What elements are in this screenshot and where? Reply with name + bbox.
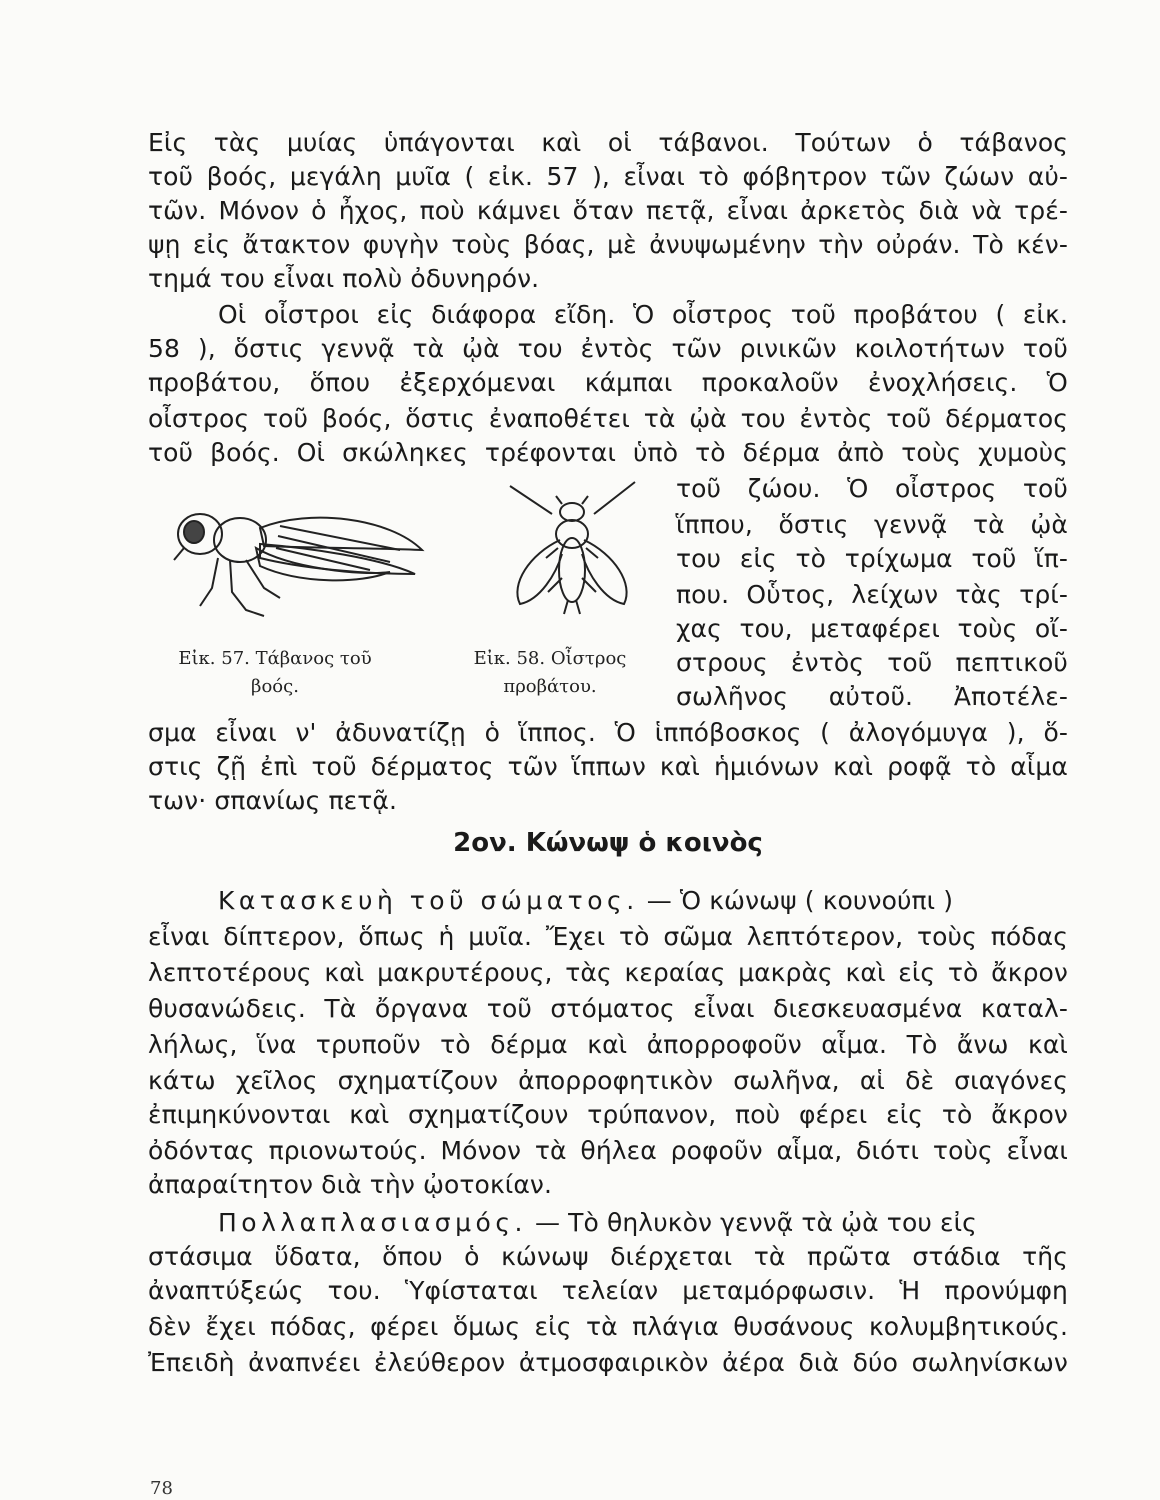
text-line: δὲν ἔχει πόδας, φέρει ὅμως εἰς τὰ πλάγια θυσάνους κολυμβητικούς. (148, 1312, 1068, 1341)
text-line: Οἱ οἶστροι εἰς διάφορα εἴδη. Ὁ οἶστρος τοῦ προβάτου ( εἰκ. (218, 300, 1068, 329)
text-line: ἀναπτύξεώς του. Ὑφίσταται τελείαν μεταμόρφωσιν. Ἡ προνύμφη (148, 1276, 1068, 1305)
text-line: στις ζῇ ἐπὶ τοῦ δέρματος τῶν ἵππων καὶ ἡμιόνων καὶ ροφᾷ τὸ αἷμα (148, 752, 1068, 781)
fig57-caption-line2: βοός. (251, 676, 299, 697)
fig58-caption-line2: προβάτου. (503, 676, 597, 697)
text-line: Εἰς τὰς μυίας ὑπάγονται καὶ οἱ τάβανοι. Τούτων ὁ τάβανος (148, 128, 1068, 157)
text-line: 58 ), ὅστις γεννᾷ τὰ ᾠὰ του ἐντὸς τῶν ρινικῶν κοιλοτήτων τοῦ (148, 334, 1068, 363)
text-line: τοῦ βοός. Οἱ σκώληκες τρέφονται ὑπὸ τὸ δέρμα ἀπὸ τοὺς χυμοὺς (148, 438, 1068, 467)
text-line: ψῃ εἰς ἄτακτον φυγὴν τοὺς βόας, μὲ ἀνυψωμένην τὴν οὐράν. Τὸ κέν- (148, 230, 1068, 259)
text-line: ἐπιμηκύνονται καὶ σχηματίζουν τρύπανον, ποὺ φέρει εἰς τὸ ἄκρον (148, 1100, 1068, 1129)
text-line: τῶν. Μόνον ὁ ἦχος, ποὺ κάμνει ὅταν πετᾷ, εἶναι ἀρκετὸς διὰ νὰ τρέ- (148, 196, 1068, 225)
subsection-label: Πολλαπλασιασμός. (218, 1208, 527, 1237)
subsection-text: — Τὸ θηλυκὸν γεννᾷ τὰ ᾠὰ του εἰς (526, 1208, 977, 1237)
text-line: προβάτου, ὅπου ἐξερχόμεναι κάμπαι προκαλοῦν ἐνοχλήσεις. Ὁ (148, 368, 1068, 397)
subsection-line (218, 884, 1068, 918)
text-line: τοῦ ζώου. Ὁ οἶστρος τοῦ (676, 474, 1068, 503)
text-line: θυσανώδεις. Τὰ ὄργανα τοῦ στόματος εἶναι διεσκευασμένα καταλ- (148, 994, 1068, 1023)
text-line: χας του, μεταφέρει τοὺς οἴ- (676, 614, 1068, 643)
text-line: του εἰς τὸ τρίχωμα τοῦ ἵπ- (676, 544, 1068, 573)
text-line: εἶναι δίπτερον, ὅπως ἡ μυῖα. Ἔχει τὸ σῶμα λεπτότερον, τοὺς πόδας (148, 922, 1068, 951)
text-line: ὀδόντας πριονωτούς. Μόνον τὰ θήλεα ροφοῦν αἷμα, διότι τοὺς εἶναι (148, 1136, 1068, 1165)
text-line: των· σπανίως πετᾷ. (148, 786, 398, 815)
section-heading: 2ον. Κώνωψ ὁ κοινὸς (453, 828, 763, 858)
text-line: ἀπαραίτητον διὰ τὴν ᾠοτοκίαν. (148, 1170, 553, 1199)
fig58-caption-line1: Εἰκ. 58. Οἶστρος (473, 648, 627, 669)
text-line: που. Οὗτος, λείχων τὰς τρί- (676, 580, 1068, 609)
subsection-label: Κατασκευὴ τοῦ σώματος. (218, 886, 639, 915)
fig57-horse-fly-illustration (160, 488, 430, 628)
text-line: τημά του εἶναι πολὺ ὀδυνηρόν. (148, 264, 540, 293)
subsection-line (218, 1206, 1068, 1240)
subsection-text: — Ὁ κώνωψ ( κουνούπι ) (638, 886, 954, 915)
text-line: οἶστρος τοῦ βοός, ὅστις ἐναποθέτει τὰ ᾠὰ του ἐντὸς τοῦ δέρματος (148, 404, 1068, 433)
text-line: λήλως, ἵνα τρυποῦν τὸ δέρμα καὶ ἀπορροφοῦν αἷμα. Τὸ ἄνω καὶ (148, 1030, 1068, 1059)
text-line: σμα εἶναι ν' ἀδυνατίζῃ ὁ ἵππος. Ὁ ἱππόβοσκος ( ἀλογόμυγα ), ὅ- (148, 718, 1068, 747)
page-number: 78 (150, 1478, 173, 1499)
fig57-caption-line1: Εἰκ. 57. Τάβανος τοῦ (178, 648, 372, 669)
fig58-bot-fly-illustration (500, 474, 645, 624)
text-line: σωλῆνος αὐτοῦ. Ἀποτέλε- (676, 682, 1068, 711)
text-line: στρους ἐντὸς τοῦ πεπτικοῦ (676, 648, 1068, 677)
text-line: στάσιμα ὕδατα, ὅπου ὁ κώνωψ διέρχεται τὰ πρῶτα στάδια τῆς (148, 1242, 1068, 1271)
text-line: Ἐπειδὴ ἀναπνέει ἐλεύθερον ἀτμοσφαιρικὸν ἀέρα διὰ δύο σωληνίσκων (148, 1348, 1068, 1377)
text-line: κάτω χεῖλος σχηματίζουν ἀπορροφητικὸν σωλῆνα, αἱ δὲ σιαγόνες (148, 1066, 1068, 1095)
text-line: λεπτοτέρους καὶ μακρυτέρους, τὰς κεραίας μακρὰς καὶ εἰς τὸ ἄκρον (148, 958, 1068, 987)
text-line: ἵππου, ὅστις γεννᾷ τὰ ᾠὰ (676, 510, 1068, 539)
text-line: τοῦ βοός, μεγάλη μυῖα ( εἰκ. 57 ), εἶναι τὸ φόβητρον τῶν ζώων αὐ- (148, 162, 1068, 191)
